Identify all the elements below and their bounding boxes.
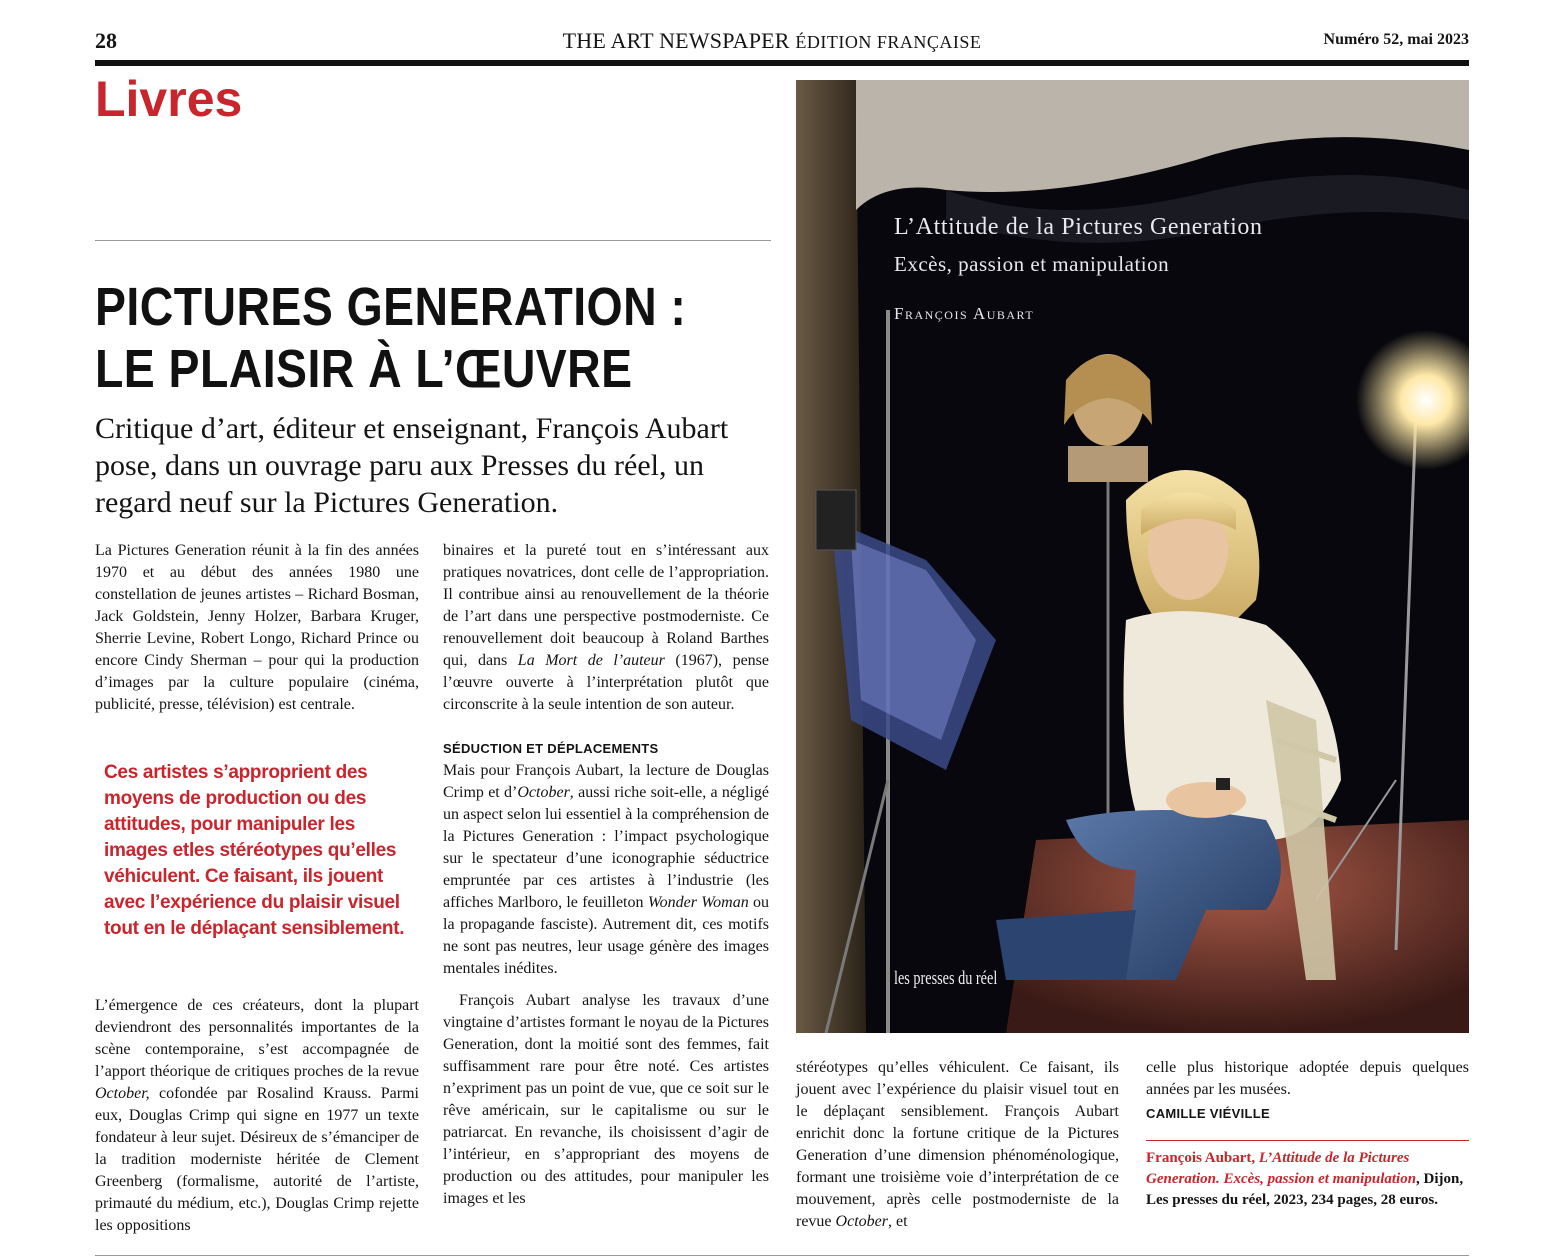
paragraph: celle plus historique adoptée depuis quelques années par les musées. bbox=[1146, 1059, 1469, 1098]
article-column-3 bbox=[796, 1057, 1119, 1233]
article-column-2 bbox=[443, 540, 769, 1210]
text-run: , aussi riche soit-elle, a négligé un aspect selon lui essentiel à la compréhension de la Pictures Generation : l’impact psychologique sur le spectateur d’une iconographie séductrice empruntée par ces artistes à l’industrie (les affiches Marlboro, le feuilleton bbox=[443, 784, 769, 911]
paragraph bbox=[95, 995, 419, 1237]
text-run: L’émergence de ces créateurs, dont la plupart deviendront des personnalités importantes de la scène contemporaine, s’est accompagnée de l’apport théorique de critiques proches de la revue bbox=[95, 997, 419, 1080]
cover-subtitle: Excès, passion et manipulation bbox=[894, 252, 1170, 276]
masthead bbox=[0, 28, 1544, 54]
text-run: ou la propagande fasciste). Autrement dit, ces motifs ne sont pas neutres, leur usage génère des images mentales inédites. bbox=[443, 894, 770, 977]
italic-run: Wonder Woman bbox=[647, 894, 749, 911]
caption-details: , Dijon, Les presses du réel, 2023, 234 pages, 28 euros. bbox=[1146, 1171, 1464, 1208]
caption-book-title: L’Attitude de la Pictures Generation. Excès, passion et manipulation bbox=[1146, 1150, 1417, 1187]
text-run: Mais pour François Aubart, la lecture de Douglas Crimp et d’ bbox=[443, 762, 769, 801]
page-number: 28 bbox=[95, 28, 117, 53]
headline-divider bbox=[95, 240, 771, 241]
masthead-edition: ÉDITION FRANÇAISE bbox=[795, 32, 982, 52]
paragraph: La Pictures Generation réunit à la fin des années 1970 et au début des années 1980 une constellation de jeunes artistes – Richard Bosman, Jack Goldstein, Jenny Holzer, Barbara Kruger, Sherrie Levine, Robert Longo, Richard Prince ou encore Cindy Sherman – pour qui la production d’images par la culture populaire (cinéma, publicité, presse, télévision) est centrale. bbox=[95, 542, 419, 713]
article-column-4 bbox=[1146, 1057, 1469, 1125]
book-caption bbox=[1146, 1148, 1469, 1211]
cover-figure-hands bbox=[1166, 782, 1246, 818]
headline bbox=[95, 276, 688, 400]
text-run: binaires et la pureté tout en s’intéressant aux pratiques novatrices, dont celle de l’appropriation. Il contribue ainsi au renouvellement de la théorie de l’art dans une perspective postmoderniste. Ce renouvellement doit beaucoup à Roland Barthes qui, dans bbox=[443, 542, 769, 669]
cover-publisher: les presses du réel bbox=[894, 968, 998, 989]
headline-line-2: LE PLAISIR À L’ŒUVRE bbox=[95, 339, 633, 399]
text-run: , et bbox=[887, 1213, 908, 1230]
article-column-1-bottom bbox=[95, 995, 419, 1237]
italic-run: October bbox=[835, 1213, 888, 1230]
paragraph bbox=[443, 760, 769, 980]
caption-rule bbox=[1146, 1140, 1469, 1141]
section-subhead: SÉDUCTION ET DÉPLACEMENTS bbox=[443, 741, 659, 756]
italic-run: La Mort de l’auteur bbox=[517, 652, 665, 669]
book-cover-image bbox=[796, 80, 1469, 1033]
issue-info: Numéro 52, mai 2023 bbox=[1323, 31, 1469, 48]
byline: CAMILLE VIÉVILLE bbox=[1146, 1106, 1270, 1121]
cover-author: François Aubart bbox=[894, 304, 1035, 323]
standfirst: Critique d’art, éditeur et enseignant, François Aubart pose, dans un ouvrage paru aux Presses du réel, un regard neuf sur la Pictures Generation. bbox=[95, 412, 729, 519]
text-run: (1967), pense l’œuvre ouverte à l’interprétation plutôt que circonscrite à la seule intention de son auteur. bbox=[443, 652, 769, 713]
caption-author: François Aubart, bbox=[1146, 1150, 1259, 1166]
italic-run: October bbox=[517, 784, 570, 801]
paragraph bbox=[443, 540, 769, 716]
cover-title: L’Attitude de la Pictures Generation bbox=[894, 214, 1263, 240]
italic-run: October, bbox=[95, 1085, 150, 1102]
pull-quote: Ces artistes s’approprient des moyens de production ou des attitudes, pour manipuler les images etles stéréotypes qu’elles véhiculent. Ce faisant, ils jouent avec l’expérience du plaisir visuel tout en le déplaçant sensiblement. bbox=[104, 762, 405, 939]
cover-mannequin-neck bbox=[1068, 446, 1148, 482]
text-run: cofondée par Rosalind Krauss. Parmi eux, Douglas Crimp qui signe en 1977 un texte fondateur à leur sujet. Désireux de s’émanciper de la tradition moderniste héritée de Clement Greenberg (formalisme, autorité de l’artiste, primauté du médium, etc.), Douglas Crimp rejette les oppositions bbox=[95, 1085, 419, 1234]
cover-spotlight bbox=[816, 490, 856, 550]
footer-rule bbox=[95, 1255, 1469, 1256]
section-title: Livres bbox=[95, 71, 243, 127]
cover-figure-watch bbox=[1216, 778, 1230, 790]
article-column-1-top bbox=[95, 540, 419, 716]
cover-figure-jeans-leg bbox=[996, 910, 1136, 980]
headline-line-1: PICTURES GENERATION : bbox=[95, 277, 687, 337]
header-rule bbox=[95, 60, 1469, 66]
masthead-title: THE ART NEWSPAPER bbox=[562, 28, 790, 53]
text-run: stéréotypes qu’elles véhiculent. Ce faisant, ils jouent avec l’expérience du plaisir visuel tout en le déplaçant sensiblement. François Aubart enrichit donc la fortune critique de la Pictures Generation d’une dimension phénoménologique, formant une troisième voie d’interprétation de ce mouvement, après celle postmoderniste de la revue bbox=[796, 1059, 1119, 1230]
paragraph: François Aubart analyse les travaux d’une vingtaine d’artistes formant le noyau de la Pictures Generation, dont la moitié sont des femmes, fait suffisamment rare pour être noté. Ces artistes n’expriment pas un point de vue, que ce soit sur le rêve américain, sur le capitalisme ou sur le patriarcat. En revanche, ils choisissent d’agir de l’intérieur, en s’appropriant des moyens de production ou des attitudes, pour manipuler les images et les bbox=[443, 992, 769, 1207]
paragraph bbox=[796, 1057, 1119, 1233]
